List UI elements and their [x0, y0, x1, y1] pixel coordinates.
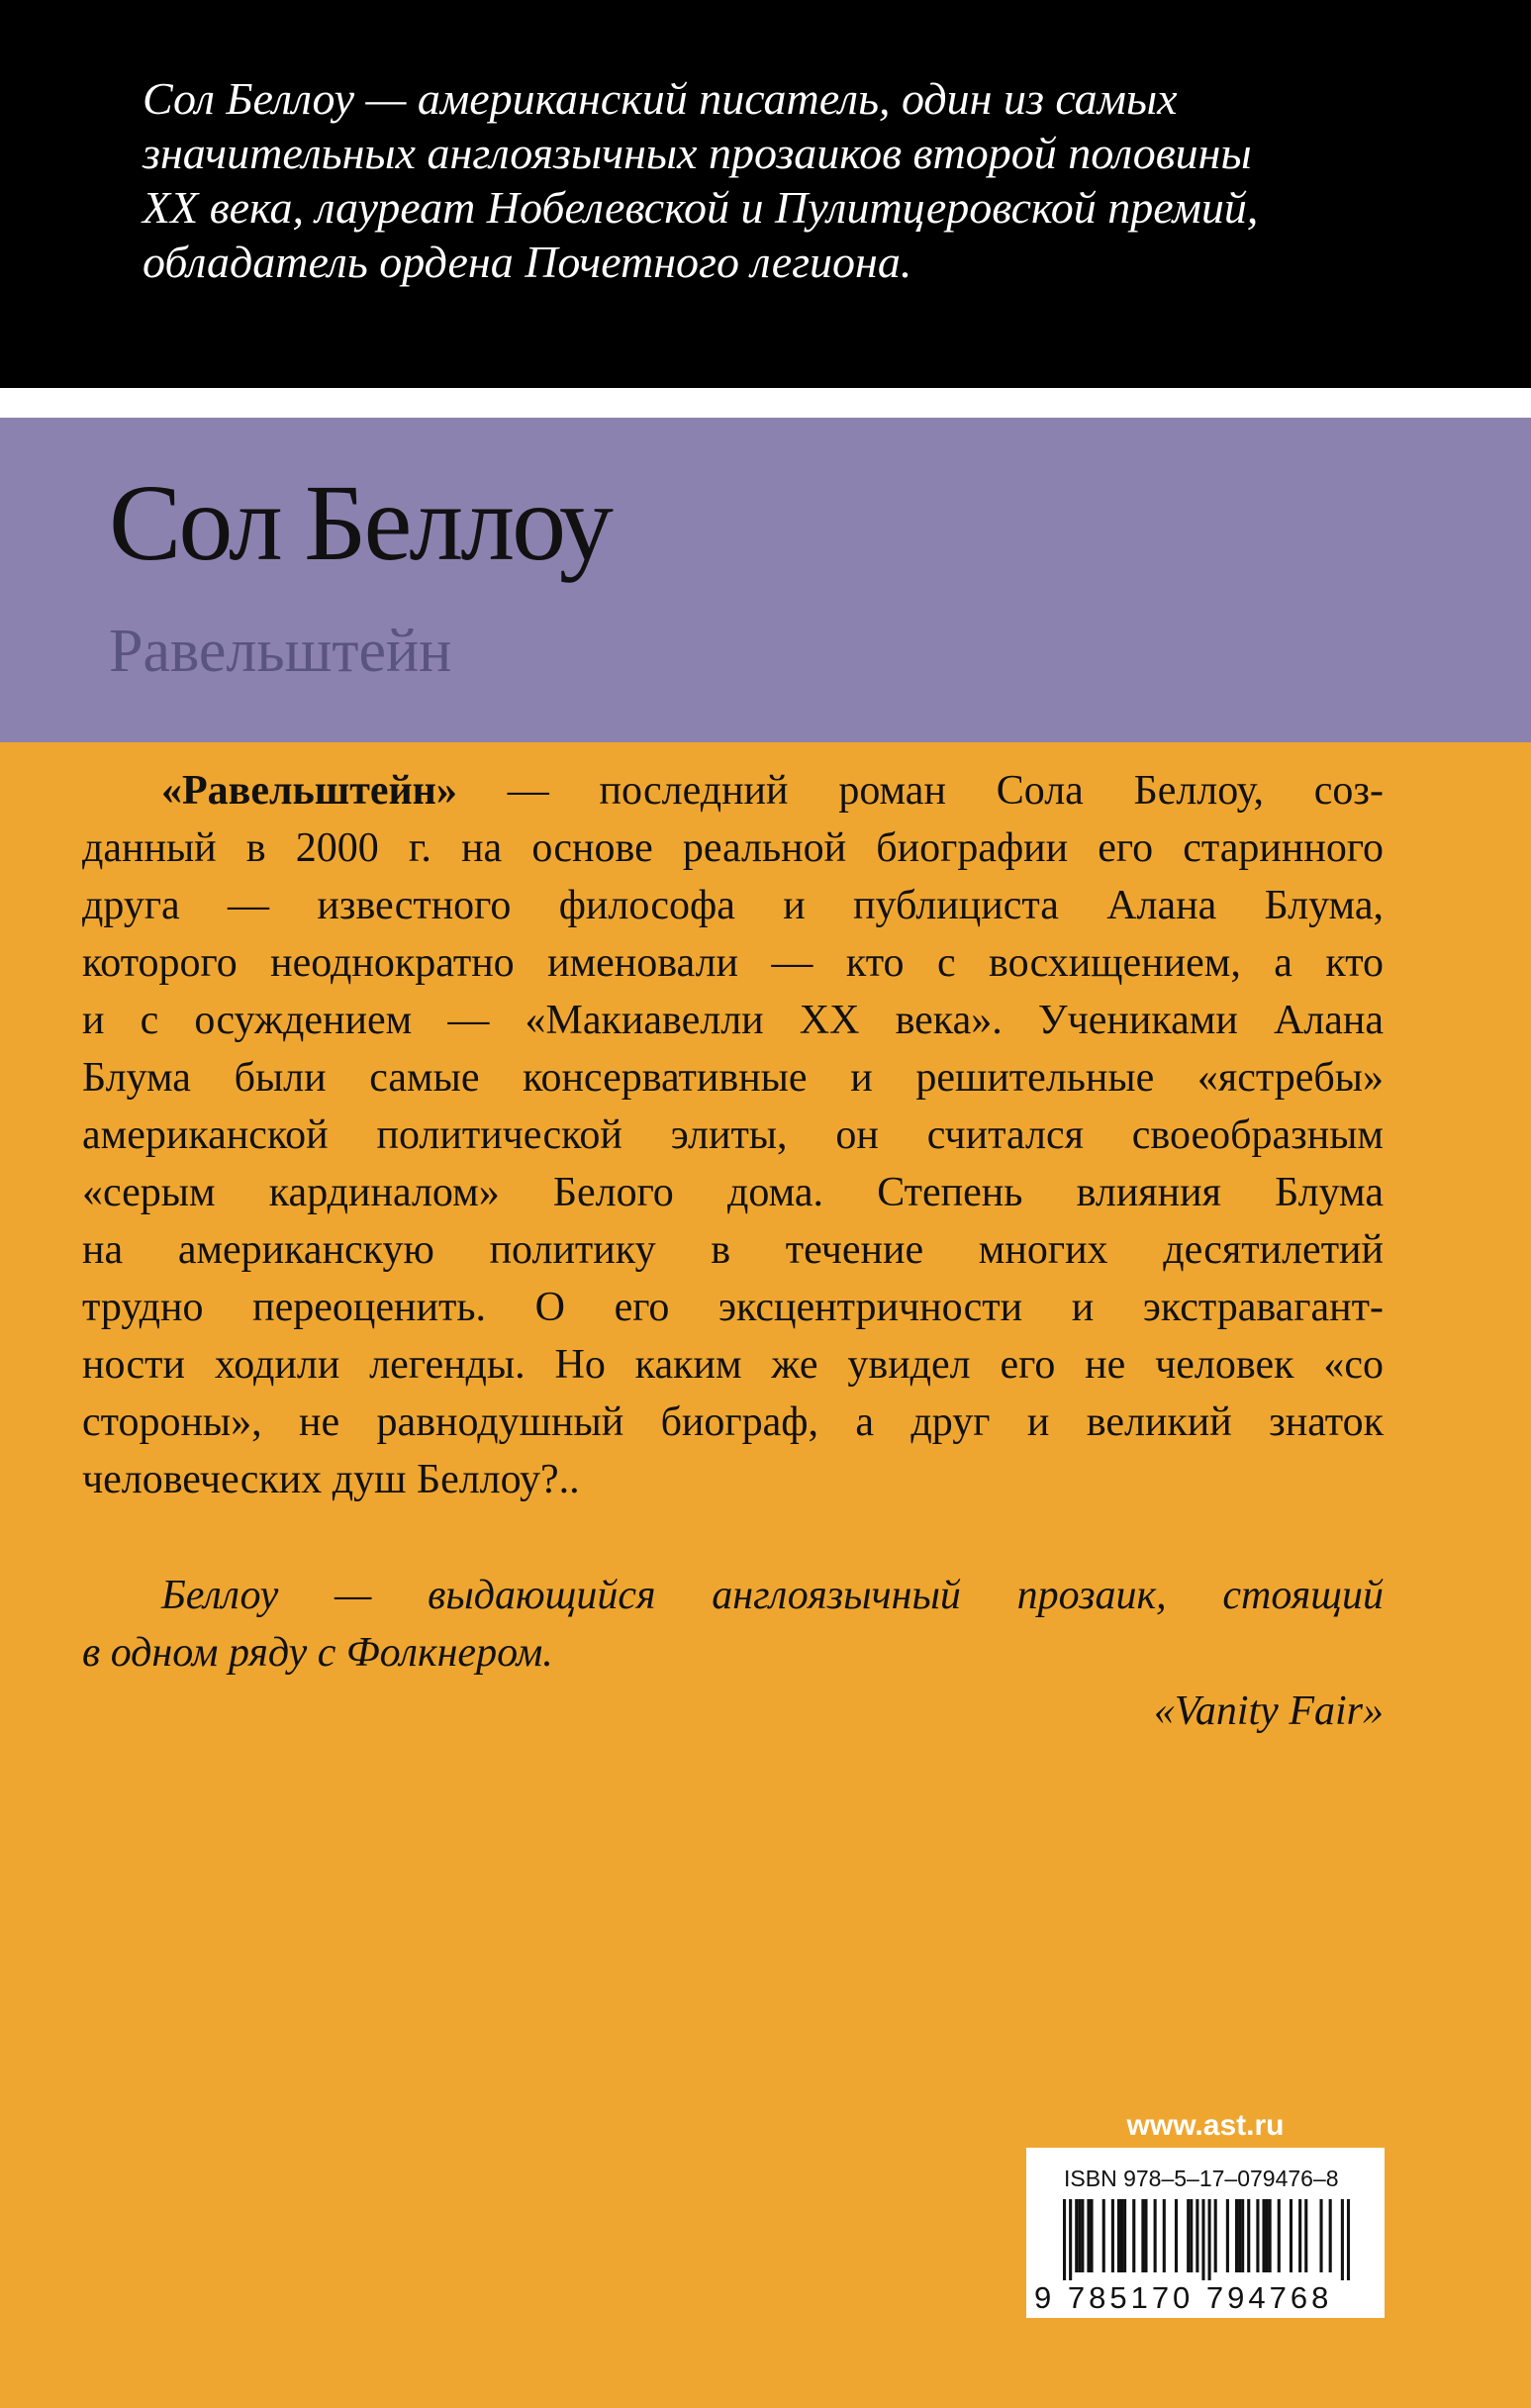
annotation-line: Блума были самые консервативные и решительные «ястребы»	[82, 1055, 1384, 1101]
barcode-bar	[1075, 2199, 1078, 2272]
barcode-bar	[1329, 2199, 1332, 2272]
barcode-bar	[1069, 2199, 1072, 2280]
barcode-bar	[1201, 2199, 1204, 2280]
annotation-line: трудно переоценить. О его эксцентричности и экстравагант-	[82, 1285, 1384, 1330]
publisher-website: www.ast.ru	[1126, 2109, 1285, 2142]
barcode-bar	[1341, 2199, 1344, 2280]
barcode-bar	[1256, 2199, 1259, 2272]
quote-line: Беллоу — выдающийся англоязычный прозаик, стоящий	[161, 1573, 1384, 1618]
barcode-bar	[1304, 2199, 1307, 2272]
annotation-line: друга — известного философа и публициста Алана Блума,	[82, 883, 1384, 928]
barcode-bar	[1063, 2199, 1066, 2280]
isbn-label: ISBN 978–5–17–079476–8	[1064, 2166, 1339, 2191]
barcode-bar	[1262, 2199, 1265, 2272]
intro-line: обладатель ордена Почетного легиона.	[143, 237, 912, 287]
barcode-bar	[1190, 2199, 1193, 2272]
white-divider	[0, 388, 1531, 418]
annotation-line: на американскую политику в течение многих десятилетий	[82, 1227, 1384, 1273]
barcode-bar	[1208, 2199, 1211, 2280]
barcode-bar	[1087, 2199, 1090, 2272]
annotation-line: американской политической элиты, он считался своеобразным	[82, 1112, 1384, 1158]
quote-line: в одном ряду с Фолкнером.	[82, 1630, 553, 1676]
author-name: Сол Беллоу	[109, 462, 611, 583]
annotation-line: данный в 2000 г. на основе реальной биографии его старинного	[82, 825, 1384, 871]
barcode-bar	[1120, 2199, 1123, 2272]
barcode-bar	[1241, 2199, 1244, 2272]
quote-source: «Vanity Fair»	[1153, 1688, 1384, 1734]
barcode-bar	[1214, 2199, 1217, 2272]
annotation-first-line-rest: — последний роман Сола Беллоу, соз-	[456, 768, 1384, 814]
annotation-line: стороны», не равнодушный биограф, а друг и великий знаток	[82, 1399, 1384, 1445]
barcode-bar	[1163, 2199, 1166, 2272]
annotation-text	[82, 762, 1384, 1508]
barcode-bar	[1235, 2199, 1238, 2272]
barcode-bar	[1187, 2199, 1190, 2272]
barcode-bar	[1154, 2199, 1157, 2272]
book-title: Равельштейн	[109, 618, 452, 685]
author-intro	[143, 71, 1330, 289]
barcode-bars	[1063, 2199, 1350, 2280]
barcode-bar	[1238, 2199, 1241, 2272]
intro-line: значительных англоязычных прозаиков второй половины	[143, 128, 1252, 178]
intro-line: XX века, лауреат Нобелевской и Пулитцеровской премий,	[143, 182, 1259, 233]
barcode-bar	[1123, 2199, 1126, 2272]
press-quote	[82, 1567, 1384, 1682]
annotation-line: ности ходили легенды. Но каким же увидел его не человек «со	[82, 1342, 1384, 1388]
barcode-bar	[1247, 2199, 1250, 2272]
barcode-bar	[1347, 2199, 1350, 2280]
barcode-bar	[1081, 2199, 1084, 2272]
barcode-digits: 9 785170 794768	[1034, 2280, 1333, 2315]
annotation-line: «серым кардиналом» Белого дома. Степень влияния Блума	[82, 1170, 1384, 1215]
barcode-bar	[1090, 2199, 1093, 2272]
barcode-bar	[1078, 2199, 1081, 2272]
barcode-bar	[1226, 2199, 1229, 2272]
annotation-book-title: «Равельштейн»	[161, 768, 457, 814]
barcode-panel	[1026, 2148, 1385, 2318]
barcode-bar	[1175, 2199, 1178, 2272]
barcode-bar	[1319, 2199, 1322, 2272]
barcode-bar	[1278, 2199, 1281, 2272]
annotation-line: которого неоднократно именовали — кто с восхищением, а кто	[82, 940, 1384, 986]
barcode-bar	[1132, 2199, 1135, 2272]
barcode-bar	[1290, 2199, 1292, 2272]
intro-line: Сол Беллоу — американский писатель, один из самых	[143, 73, 1178, 124]
annotation-line: и с осуждением — «Макиавелли XX века». Учениками Алана	[82, 998, 1384, 1043]
barcode-bar	[1111, 2199, 1114, 2272]
barcode-bar	[1266, 2199, 1269, 2272]
barcode-bar	[1117, 2199, 1120, 2272]
barcode-bar	[1269, 2199, 1272, 2272]
barcode-bar	[1144, 2199, 1147, 2272]
barcode-bar	[1196, 2199, 1198, 2272]
barcode-bar	[1102, 2199, 1105, 2272]
barcode-bar	[1141, 2199, 1144, 2272]
annotation-line: человеческих душ Беллоу?..	[82, 1457, 580, 1502]
annotation-line	[82, 762, 1384, 819]
barcode-bar	[1298, 2199, 1301, 2272]
